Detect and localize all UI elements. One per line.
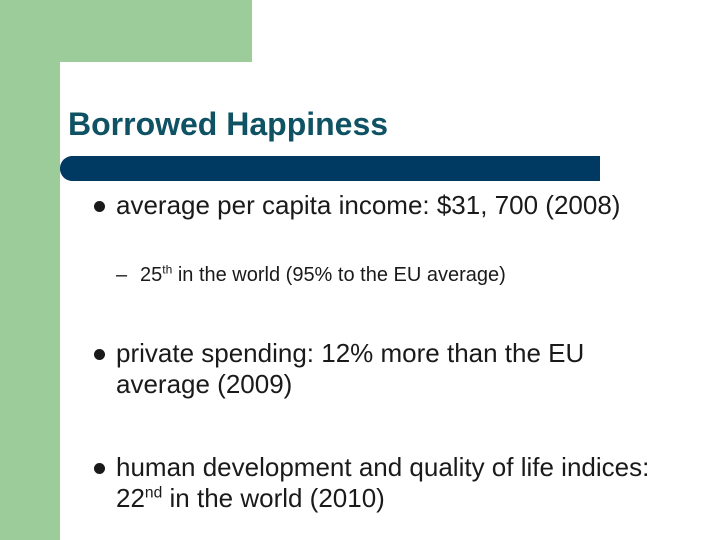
sub-bullet-dash: – [116,264,128,286]
bullet-hdi-suffix: nd [144,484,163,502]
title-underline-bar [60,156,600,181]
bullet-dot-icon [94,349,105,360]
slide-title: Borrowed Happiness [68,106,389,142]
green-side-band [0,0,60,540]
bullet-hdi-post: in the world (2010) [162,483,385,513]
bullet-private-spending [94,338,654,400]
sub-bullet-rank-text: in the world (95% to the EU average) [172,264,506,286]
bullet-text [116,452,654,514]
green-top-band [0,0,252,62]
bullet-human-development [94,452,654,514]
bullet-dot-icon [94,201,105,212]
sub-bullet-rank-suffix: th [162,262,173,277]
bullet-dot-icon [94,463,105,474]
bullet-text: average per capita income: $31, 700 (2008) [116,190,621,220]
bullet-text: private spending: 12% more than the EU average (2009) [116,338,585,399]
sub-bullet-rank-number: 25 [140,264,163,286]
bullet-income [94,190,654,221]
bullet-hdi-pre: human development and quality of life indices: 22 [116,452,650,513]
sub-bullet-world-rank [116,262,676,288]
